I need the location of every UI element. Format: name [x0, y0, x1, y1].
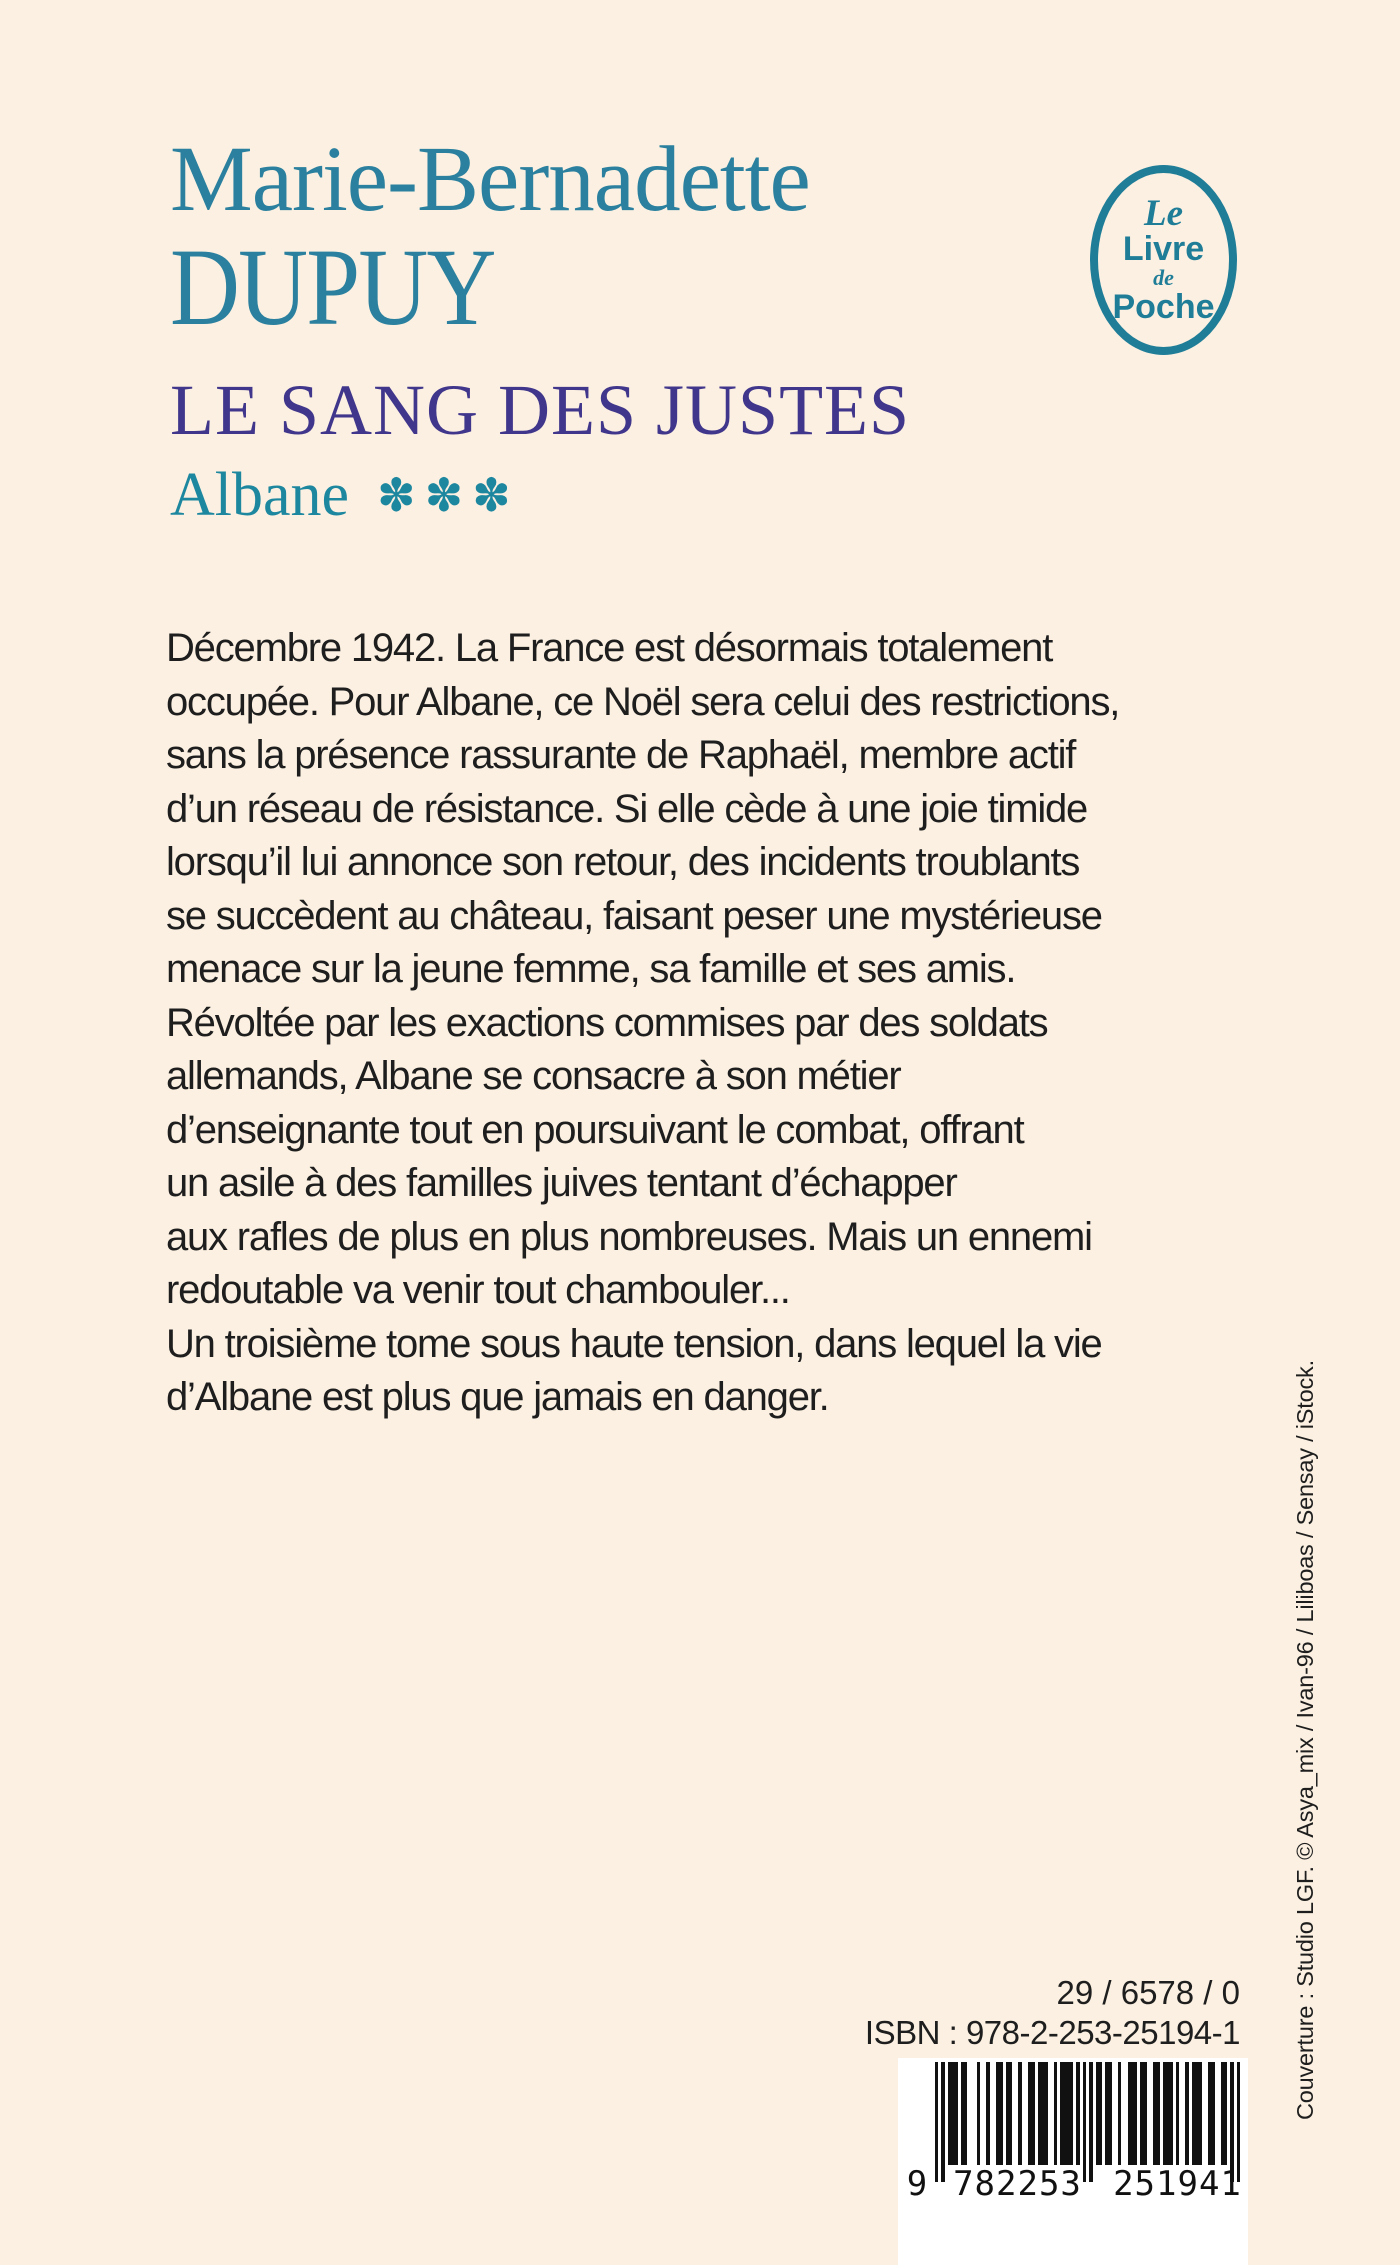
series-name: Albane: [170, 461, 350, 529]
synopsis-line: d’Albane est plus que jamais en danger.: [166, 1375, 829, 1419]
barcode-bar: [1118, 2062, 1121, 2165]
author-name: [170, 128, 810, 348]
barcode-bar: [1054, 2062, 1057, 2165]
print-code: 29 / 6578 / 0: [1056, 1974, 1240, 2011]
barcode-bar: [1044, 2062, 1047, 2165]
barcode-bar: [1099, 2062, 1102, 2165]
series-line: [170, 462, 520, 528]
synopsis-line: lorsqu’il lui annonce son retour, des incidents troublants: [166, 840, 1080, 884]
synopsis: [166, 622, 1119, 1425]
synopsis-line: Révoltée par les exactions commises par des soldats: [166, 1000, 1048, 1045]
synopsis-line: redoutable va venir tout chambouler...: [166, 1268, 790, 1312]
series-volume-asterisks-icon: ✽✽✽: [377, 470, 520, 521]
synopsis-line: d’enseignante tout en poursuivant le combat, offrant: [166, 1107, 1024, 1152]
synopsis-line: menace sur la jeune femme, sa famille et ses amis.: [166, 947, 1016, 991]
barcode-bar: [986, 2062, 989, 2165]
barcode-digits: [898, 2164, 1248, 2208]
logo-word-de: de: [1153, 264, 1174, 290]
synopsis-line: se succèdent au château, faisant peser une mystérieuse: [166, 893, 1102, 938]
synopsis-line: sans la présence rassurante de Raphaël, membre actif: [166, 733, 1076, 777]
author-last-name: DUPUY: [170, 226, 495, 348]
barcode-bar: [1157, 2062, 1160, 2165]
synopsis-line: Décembre 1942. La France est désormais totalement: [166, 626, 1053, 670]
barcode-panel: [898, 2058, 1248, 2265]
isbn-number: ISBN : 978-2-253-25194-1: [864, 2014, 1240, 2051]
synopsis-line: occupée. Pour Albane, ce Noël sera celui des restrictions,: [166, 679, 1120, 724]
barcode-bar: [1144, 2062, 1147, 2165]
barcode-bar: [1076, 2062, 1079, 2165]
barcode-digit-left: 9: [906, 2164, 928, 2204]
synopsis-line: aux rafles de plus en plus nombreuses. Mais un ennemi: [166, 1214, 1092, 1259]
barcode-bar: [954, 2062, 957, 2165]
barcode-bar: [1134, 2062, 1137, 2165]
barcode-bar: [1224, 2062, 1227, 2165]
barcode-bar: [1031, 2062, 1034, 2165]
synopsis-line: un asile à des familles juives tentant d’échapper: [166, 1161, 957, 1205]
synopsis-line: Un troisième tome sous haute tension, dans lequel la vie: [166, 1321, 1102, 1366]
barcode-digits-group1: 782253: [953, 2164, 1082, 2204]
barcode-bar: [977, 2062, 980, 2165]
logo-word-le: Le: [1143, 192, 1184, 234]
logo-word-livre: Livre: [1122, 229, 1205, 268]
barcode-bar: [1169, 2062, 1172, 2165]
cover-credits-vertical: Couverture : Studio LGF. © Asya_mix / Ivan-96 / Liliboas / Sensay / iStock.: [1292, 1360, 1318, 2120]
barcode-bar: [1198, 2062, 1201, 2165]
logo-word-poche: Poche: [1112, 287, 1215, 326]
barcode-bar: [1211, 2062, 1214, 2165]
livre-de-poche-logo: [1090, 165, 1237, 355]
barcode-bar: [1009, 2062, 1012, 2165]
barcode-bar: [999, 2062, 1002, 2165]
barcode-bar: [1018, 2062, 1021, 2165]
synopsis-line: allemands, Albane se consacre à son métier: [166, 1054, 901, 1098]
author-first-names: Marie-Bernadette: [170, 128, 810, 231]
barcode-bar: [1108, 2062, 1111, 2165]
barcode-bar: [1070, 2062, 1073, 2165]
barcode-digits-group2: 251941: [1113, 2164, 1242, 2204]
book-title: LE SANG DES JUSTES: [170, 370, 911, 450]
barcode-bar: [1185, 2062, 1188, 2165]
barcode-bar: [1176, 2062, 1179, 2165]
barcode-bar: [964, 2062, 967, 2165]
synopsis-line: d’un réseau de résistance. Si elle cède à une joie timide: [166, 786, 1088, 831]
